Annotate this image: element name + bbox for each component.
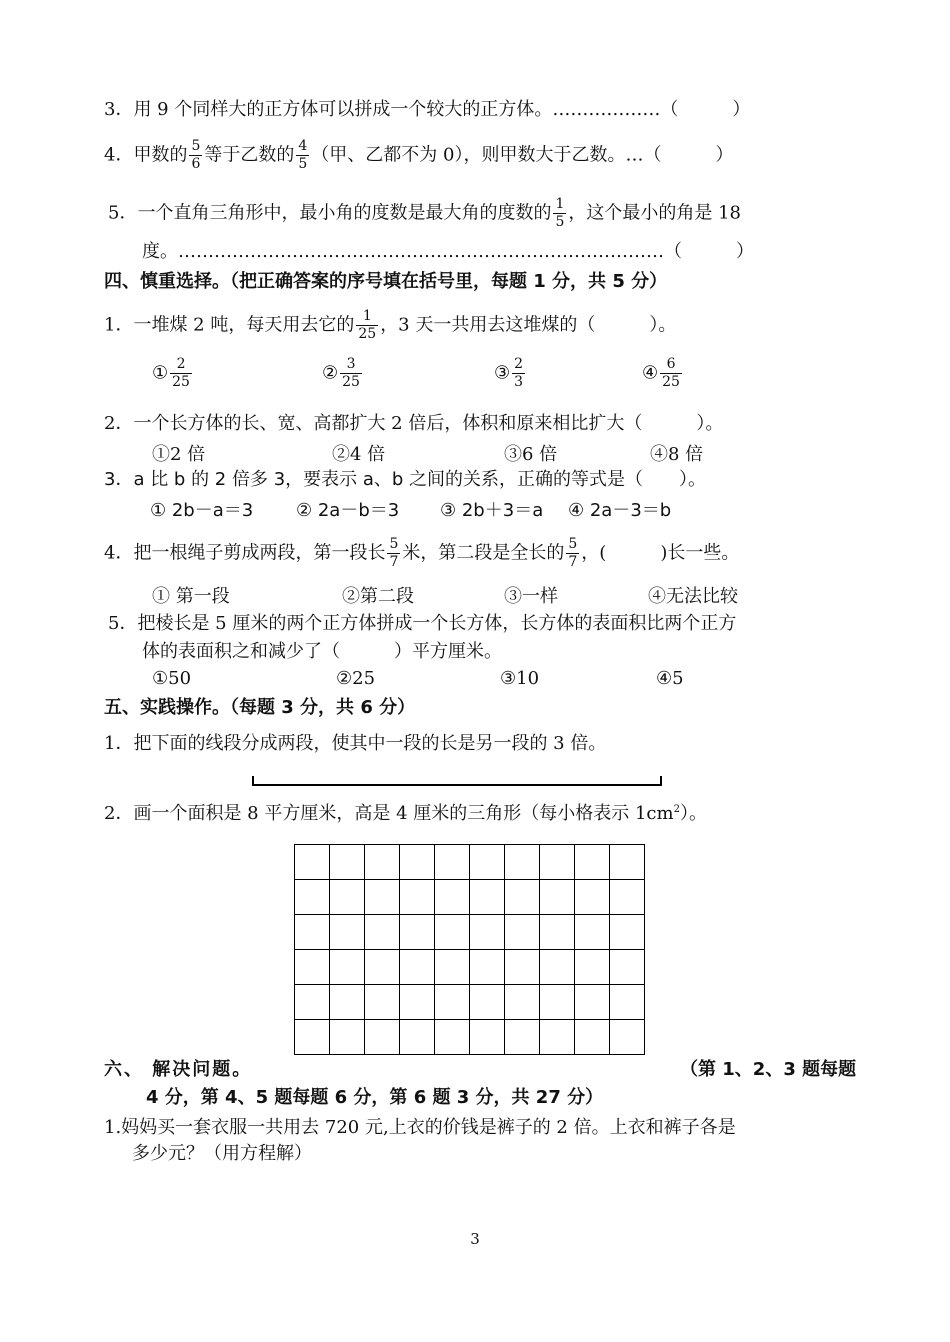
s4-q4-option-3: ③一样	[504, 586, 558, 607]
s4-q1-option-2: ② $\frac{3}{25}$	[322, 356, 360, 390]
judge-q5-line2: 度。………………………………………………………………………（ ）	[142, 241, 754, 262]
line-segment[interactable]	[252, 776, 662, 786]
s4-q3: 3．a 比 b 的 2 倍多 3，要表示 a、b 之间的关系，正确的等式是（ ）。	[104, 469, 707, 490]
s4-q5-option-2: ②25	[336, 668, 376, 689]
fraction: $\frac{4}{5}$	[298, 138, 308, 172]
s4-q5-line1: 5．把棱长是 5 厘米的两个正方体拼成一个长方体，长方体的表面积比两个正方	[108, 613, 737, 634]
judge-q3: 3．用 9 个同样大的正方体可以拼成一个较大的正方体。………………（ ）	[104, 99, 751, 120]
s4-q2-option-1: ①2 倍	[152, 444, 206, 465]
page-number: 3	[470, 1230, 480, 1248]
judge-q4: 4．甲数的 $\frac{5}{6}$ 等于乙数的 $\frac{4}{5}$ （甲、乙都不为 0），则甲数大于乙数。…（ ）	[104, 138, 734, 172]
fraction: $\frac{5}{7}$	[568, 536, 578, 570]
s4-q3-option-1: ① 2b－a＝3	[150, 500, 254, 521]
s4-q3-option-4: ④ 2a－3＝b	[568, 500, 672, 521]
fraction: $\frac{1}{25}$	[358, 308, 377, 342]
s4-q1-option-3: ③ $\frac{2}{3}$	[494, 356, 524, 390]
s5-q2: 2．画一个面积是 8 平方厘米，高是 4 厘米的三角形（每小格表示 $1cm^2$）。	[104, 803, 707, 824]
s4-q4-option-2: ②第二段	[342, 586, 414, 607]
section4-heading: 四、慎重选择。（把正确答案的序号填在括号里，每题 1 分，共 5 分）	[104, 271, 668, 292]
s4-q1: 1．一堆煤 2 吨，每天用去它的 $\frac{1}{25}$ ，3 天一共用去这堆煤的（ ）。	[104, 308, 677, 342]
s4-q2-option-2: ②4 倍	[332, 444, 386, 465]
fraction: $\frac{1}{5}$	[555, 196, 565, 230]
s4-q1-option-1: ① $\frac{2}{25}$	[152, 356, 190, 390]
section5-heading: 五、实践操作。（每题 3 分，共 6 分）	[104, 697, 416, 718]
s4-q3-option-3: ③ 2b＋3＝a	[440, 500, 544, 521]
fraction: $\frac{5}{7}$	[389, 536, 399, 570]
s5-q1: 1．把下面的线段分成两段，使其中一段的长是另一段的 3 倍。	[104, 733, 607, 754]
s6-q1-line1: 1.妈妈买一套衣服一共用去 720 元,上衣的价钱是裤子的 2 倍。上衣和裤子各是	[104, 1117, 736, 1138]
s4-q2: 2．一个长方体的长、宽、高都扩大 2 倍后，体积和原来相比扩大（ ）。	[104, 413, 724, 434]
fraction: $\frac{5}{6}$	[191, 138, 201, 172]
s4-q1-option-4: ④ $\frac{6}{25}$	[642, 356, 680, 390]
s4-q5-line2: 体的表面积之和减少了（ ）平方厘米。	[142, 641, 502, 662]
drawing-grid[interactable]	[294, 844, 645, 1055]
section6-heading: 六、 解决问题。	[104, 1059, 253, 1080]
s4-q4: 4．把一根绳子剪成两段，第一段长 $\frac{5}{7}$ 米，第二段是全长的 $\frac{5}{7}$ ，( )长一些。	[104, 536, 740, 570]
s4-q4-option-1: ① 第一段	[152, 586, 230, 607]
judge-q5: 5．一个直角三角形中，最小角的度数是最大角的度数的 $\frac{1}{5}$ ，这个最小的角是 18	[108, 196, 742, 230]
s4-q4-option-4: ④无法比较	[648, 586, 738, 607]
s4-q5-option-4: ④5	[656, 668, 684, 689]
s4-q5-option-1: ①50	[152, 668, 192, 689]
s4-q3-option-2: ② 2a－b＝3	[296, 500, 400, 521]
s4-q2-option-3: ③6 倍	[504, 444, 558, 465]
s4-q2-option-4: ④8 倍	[650, 444, 704, 465]
section6-heading-right: （第 1、2、3 题每题	[680, 1059, 857, 1080]
s6-q1-line2: 多少元？（用方程解）	[132, 1143, 312, 1164]
section6-heading-line2: 4 分，第 4、5 题每题 6 分，第 6 题 3 分，共 27 分）	[146, 1087, 604, 1108]
s4-q5-option-3: ③10	[500, 668, 540, 689]
